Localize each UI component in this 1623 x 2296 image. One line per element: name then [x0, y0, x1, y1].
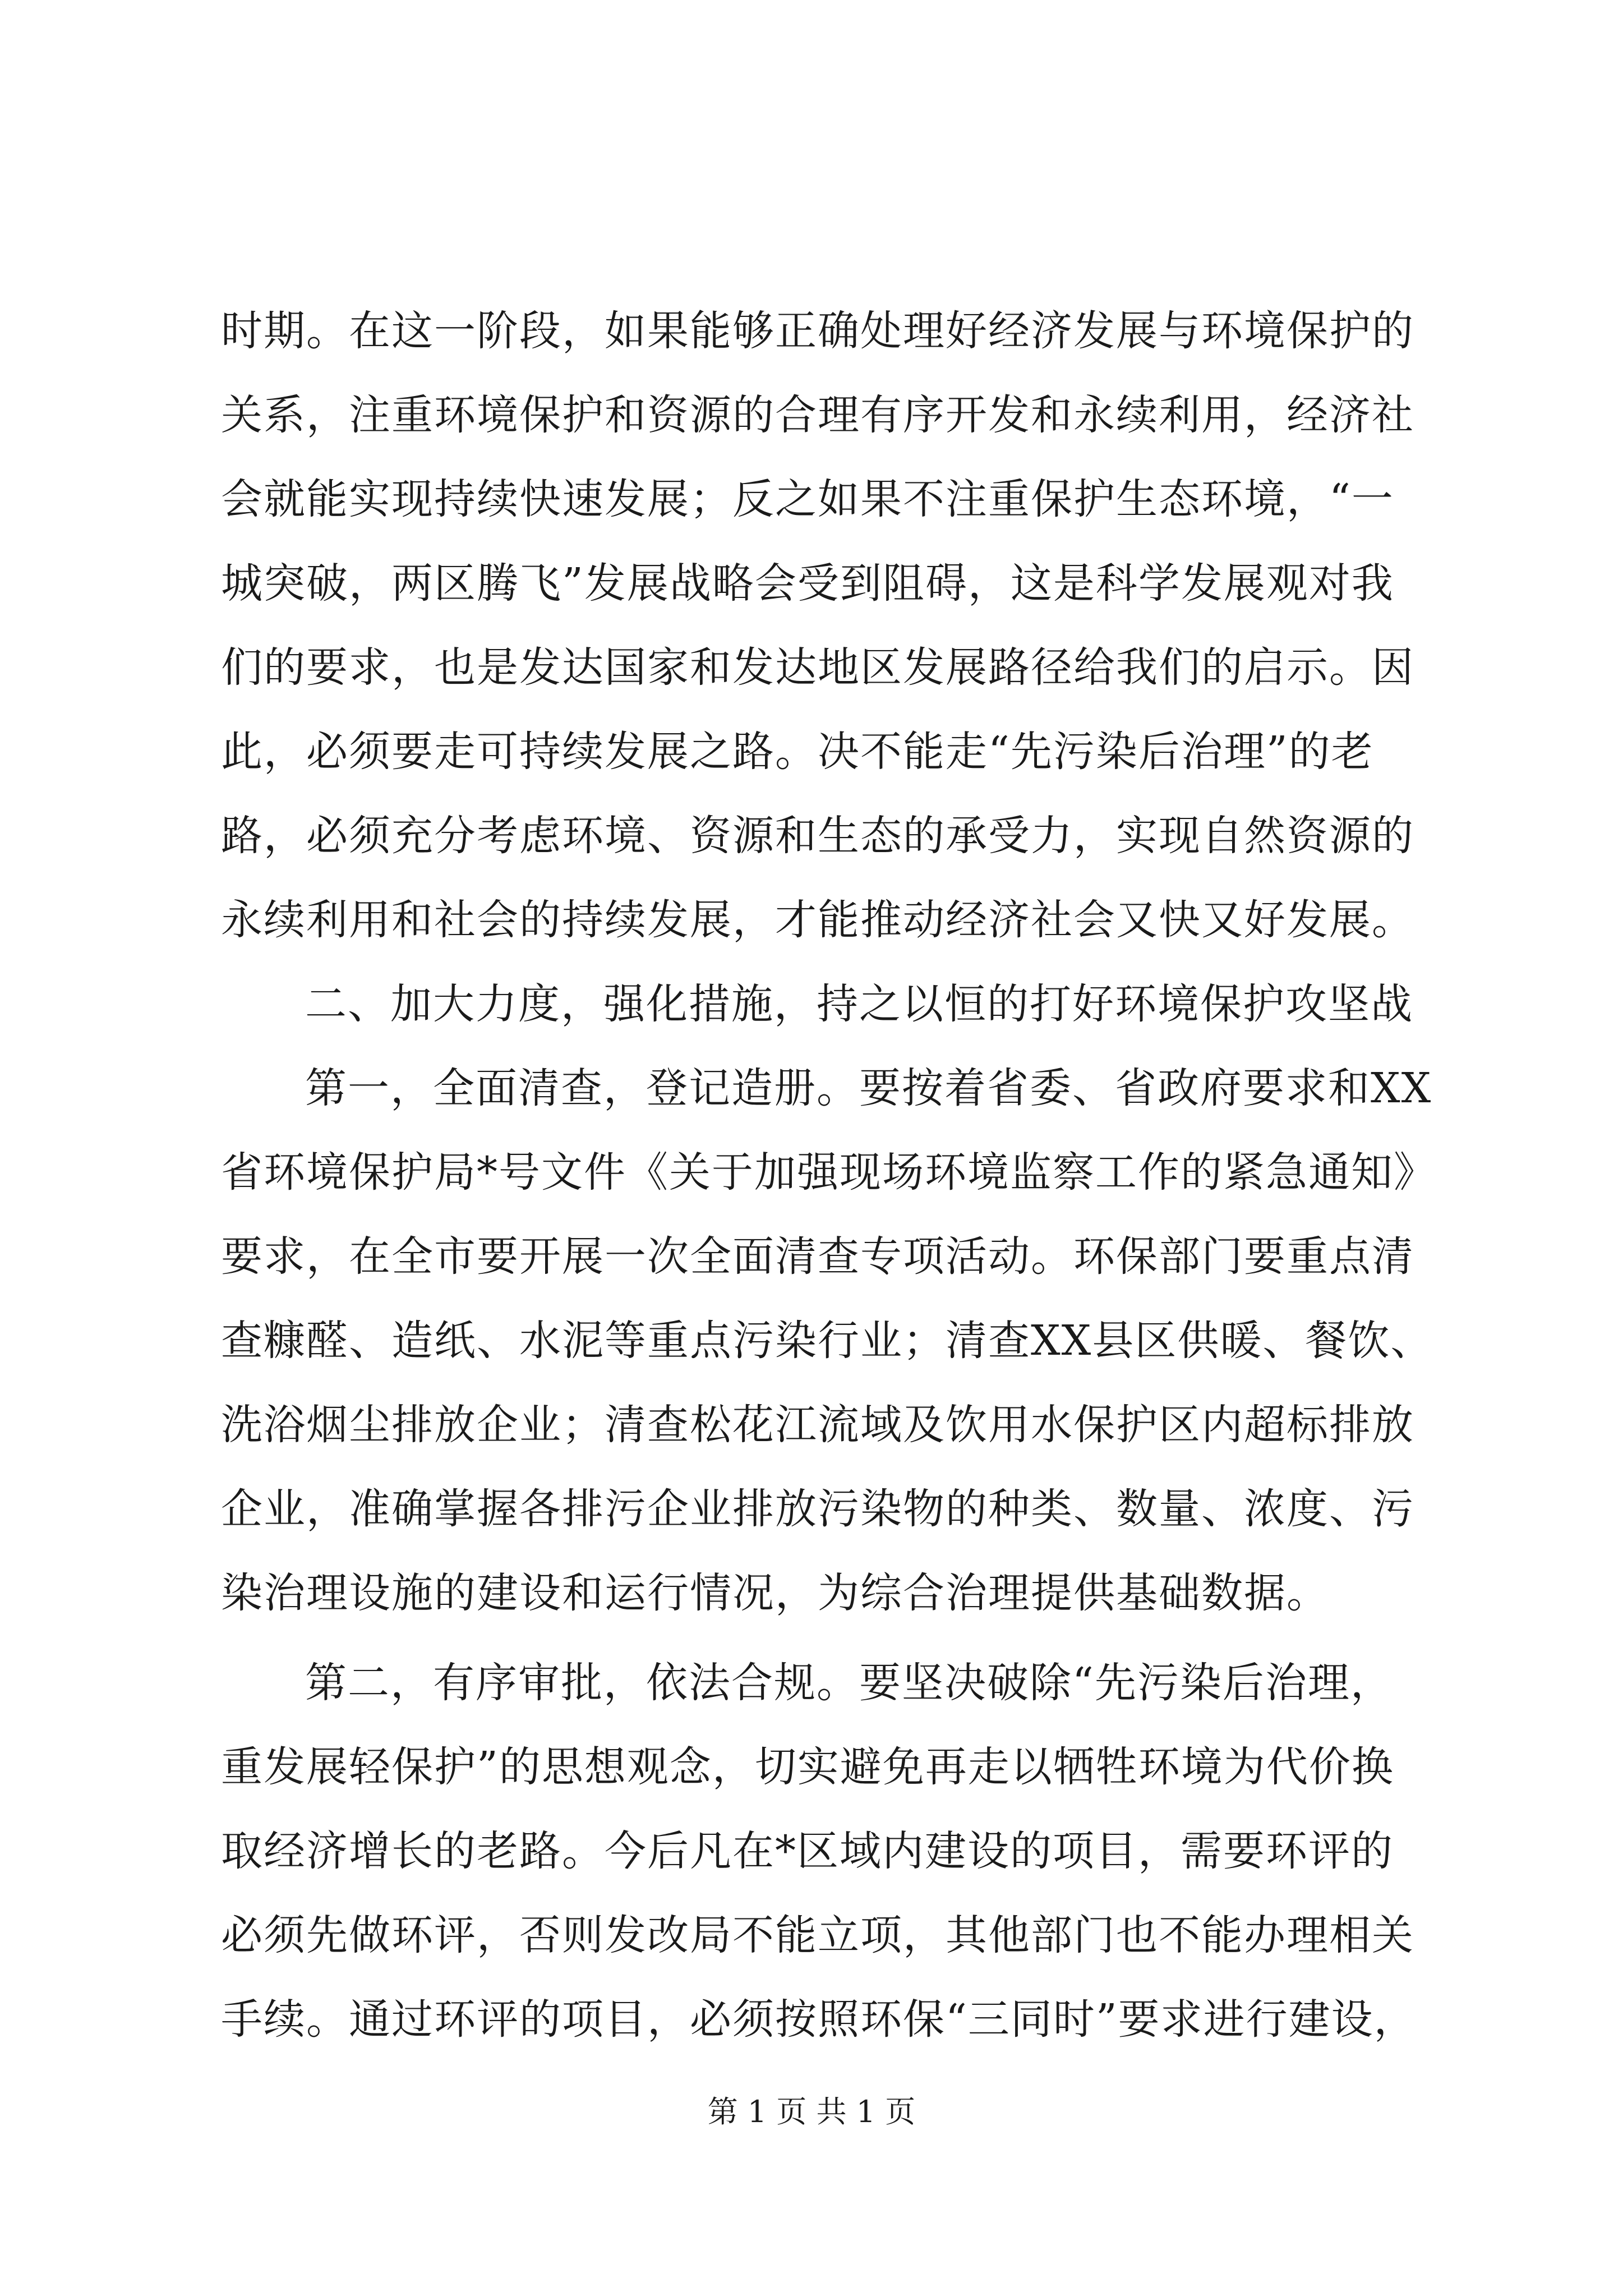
section-heading: 二、加大力度，强化措施，持之以恒的打好环境保护攻坚战	[305, 980, 1413, 1028]
text-line: 第二，有序审批，依法合规。要坚决破除“先污染后治理，	[305, 1659, 1393, 1707]
text-line: 关系，注重环境保护和资源的合理有序开发和永续利用，经济社	[221, 391, 1414, 439]
text-line: 时期。在这一阶段，如果能够正确处理好经济发展与环境保护的	[221, 307, 1414, 355]
text-line: 省环境保护局*号文件《关于加强现场环境监察工作的紧急通知》	[221, 1148, 1436, 1197]
text-line: 会就能实现持续快速发展；反之如果不注重保护生态环境，“一	[221, 475, 1394, 523]
text-line: 此，必须要走可持续发展之路。决不能走“先污染后治理”的老	[221, 728, 1374, 776]
text-line: 城突破，两区腾飞”发展战略会受到阻碍，这是科学发展观对我	[221, 559, 1394, 608]
text-line: 第一，全面清查，登记造册。要按着省委、省政府要求和XX	[305, 1064, 1432, 1112]
page-number-footer: 第 1 页 共 1 页	[707, 2094, 916, 2129]
text-line: 染治理设施的建设和运行情况，为综合治理提供基础数据。	[221, 1569, 1329, 1617]
text-line: 取经济增长的老路。今后凡在*区域内建设的项目，需要环评的	[221, 1827, 1394, 1875]
text-line: 洗浴烟尘排放企业；清查松花江流域及饮用水保护区内超标排放	[221, 1401, 1414, 1449]
text-line: 路，必须充分考虑环境、资源和生态的承受力，实现自然资源的	[221, 812, 1414, 860]
text-line: 查糠醛、造纸、水泥等重点污染行业；清查XX县区供暖、餐饮、	[221, 1317, 1433, 1365]
text-line: 手续。通过环评的项目，必须按照环保“三同时”要求进行建设，	[221, 1995, 1417, 2044]
text-line: 要求，在全市要开展一次全面清查专项活动。环保部门要重点清	[221, 1232, 1414, 1281]
text-line: 重发展轻保护”的思想观念，切实避免再走以牺牲环境为代价换	[221, 1743, 1394, 1791]
text-line: 永续利用和社会的持续发展，才能推动经济社会又快又好发展。	[221, 896, 1414, 944]
text-line: 们的要求，也是发达国家和发达地区发展路径给我们的启示。因	[221, 643, 1414, 692]
text-line: 必须先做环评，否则发改局不能立项，其他部门也不能办理相关	[221, 1911, 1414, 1959]
text-line: 企业，准确掌握各排污企业排放污染物的种类、数量、浓度、污	[221, 1485, 1414, 1533]
